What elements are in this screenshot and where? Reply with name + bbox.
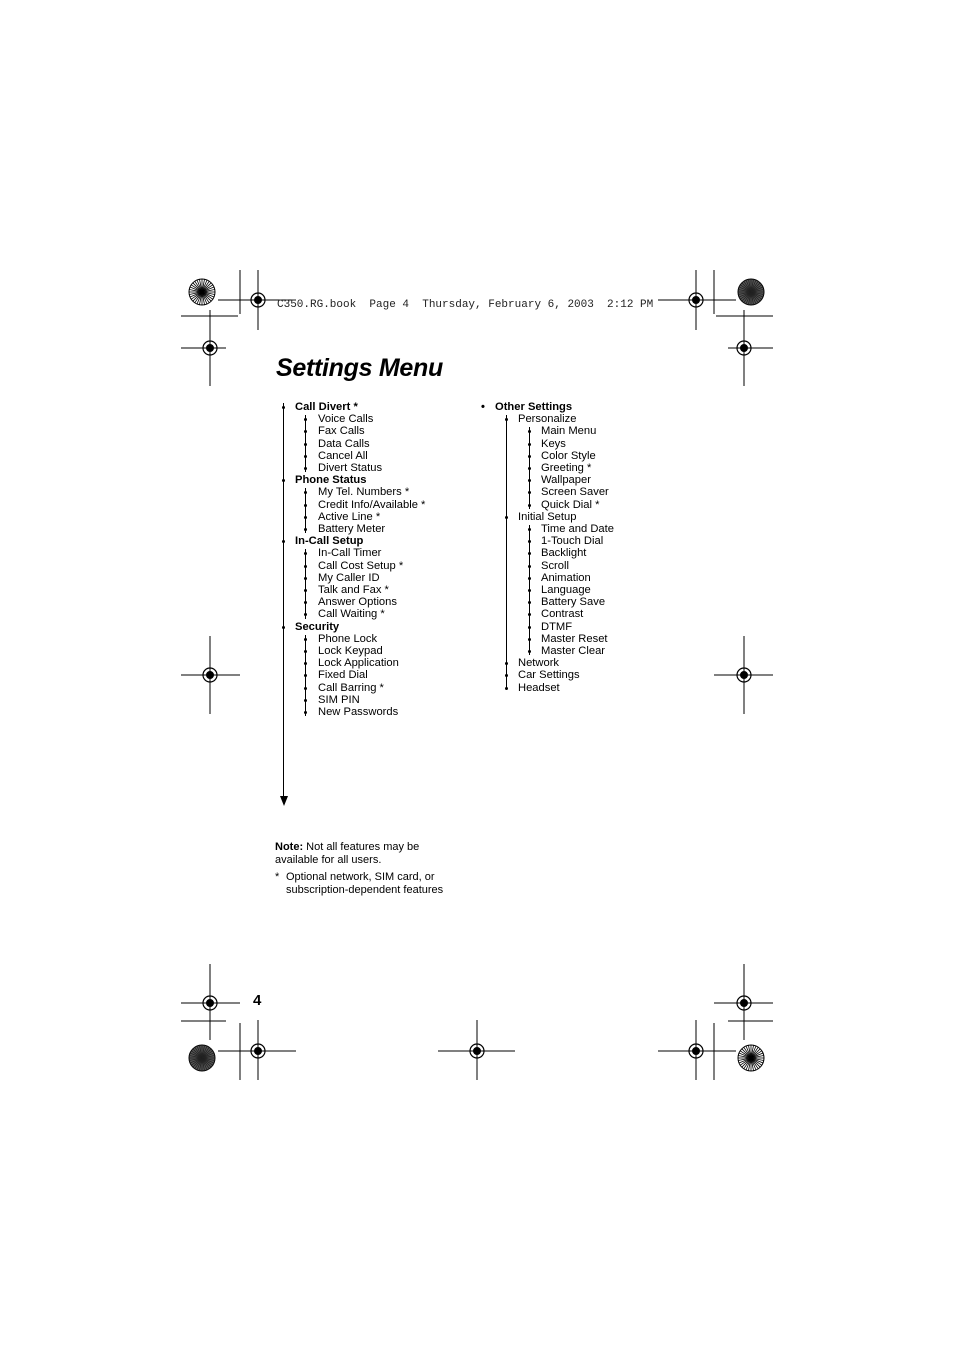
main-tree-line: [283, 403, 284, 796]
tree-connector-line: [529, 525, 530, 655]
menu-item: Master Reset: [541, 632, 608, 645]
menu-item: Language: [541, 584, 591, 596]
color-calibration-dial-icon: [189, 1045, 215, 1071]
menu-subgroup-label: Initial Setup: [518, 510, 577, 523]
menu-item: DTMF: [541, 620, 573, 633]
menu-item: Main Menu: [541, 425, 597, 438]
book-header: C350.RG.book Page 4 Thursday, February 6, 2003 2:12 PM: [277, 299, 654, 311]
menu-item: Call Waiting *: [318, 608, 385, 621]
menu-item: Color Style: [541, 449, 596, 462]
page-number: 4: [253, 992, 262, 1009]
registration-dot-icon: [255, 297, 262, 304]
menu-subgroup-label: Car Settings: [518, 669, 580, 682]
color-calibration-dial-icon: [189, 279, 215, 305]
menu-item: Contrast: [541, 608, 584, 621]
menu-item: Wallpaper: [541, 474, 591, 487]
menu-item: Master Clear: [541, 645, 606, 657]
menu-item: My Caller ID: [318, 571, 380, 584]
registration-dot-icon: [693, 297, 700, 304]
menu-item: Keys: [541, 437, 566, 450]
menu-group-label: In-Call Setup: [295, 535, 364, 548]
menu-group-label: Other Settings: [495, 401, 573, 413]
menu-group-label: Call Divert *: [295, 401, 358, 413]
menu-item: Screen Saver: [541, 486, 609, 499]
registration-dot-icon: [255, 1048, 262, 1055]
menu-item: SIM PIN: [318, 693, 360, 706]
menu-item: Scroll: [541, 559, 569, 572]
tree-connector-line: [506, 415, 507, 688]
tree-connector-line: [305, 488, 306, 533]
menu-group-label: Security: [295, 620, 340, 633]
menu-item: 1-Touch Dial: [541, 535, 604, 548]
menu-item: Voice Calls: [318, 413, 374, 426]
color-calibration-dial-icon: [738, 279, 764, 305]
menu-item: Credit Info/Available *: [318, 498, 426, 511]
page-title: Settings Menu: [276, 354, 443, 382]
menu-item: Backlight: [541, 547, 587, 560]
menu-item: Active Line *: [318, 510, 381, 523]
color-calibration-dial-icon: [738, 1045, 764, 1071]
footnote-text: Optional network, SIM card, or subscription-dependent features: [286, 871, 444, 896]
menu-item: Answer Options: [318, 596, 397, 609]
menu-item: Quick Dial *: [541, 498, 600, 511]
note-text: Not all features may be available for all users.: [275, 841, 420, 866]
menu-item: My Tel. Numbers *: [318, 486, 410, 499]
menu-subgroup-label: Headset: [518, 681, 560, 694]
tree-connector-line: [529, 427, 530, 508]
menu-item: Talk and Fax *: [318, 584, 389, 596]
menu-item: Call Barring *: [318, 681, 384, 694]
other-settings-bullet: •: [481, 401, 485, 413]
menu-item: Time and Date: [541, 523, 614, 535]
menu-item: Call Cost Setup *: [318, 559, 404, 572]
registration-dot-icon: [207, 672, 214, 679]
menu-item: New Passwords: [318, 706, 399, 718]
note-paragraph: [275, 841, 465, 866]
menu-item: Fixed Dial: [318, 669, 368, 682]
menu-item: Greeting *: [541, 462, 592, 474]
menu-item: Data Calls: [318, 437, 370, 450]
registration-dot-icon: [474, 1048, 481, 1055]
menu-item: Divert Status: [318, 462, 383, 474]
menu-subgroup-label: Network: [518, 657, 560, 670]
menu-group-label: Phone Status: [295, 474, 367, 487]
menu-subgroup-label: Personalize: [518, 413, 577, 426]
tree-connector-line: [305, 635, 306, 716]
menu-item: Animation: [541, 571, 591, 584]
registration-dot-icon: [741, 672, 748, 679]
menu-item: Battery Meter: [318, 523, 386, 535]
registration-dot-icon: [207, 1000, 214, 1007]
menu-item: Cancel All: [318, 449, 368, 462]
menu-item: Phone Lock: [318, 632, 378, 645]
menu-item: Fax Calls: [318, 425, 365, 438]
menu-item: Lock Keypad: [318, 645, 383, 657]
registration-dot-icon: [741, 345, 748, 352]
registration-dot-icon: [207, 345, 214, 352]
footnote-marker: *: [275, 871, 280, 883]
registration-dot-icon: [741, 1000, 748, 1007]
menu-item: Battery Save: [541, 596, 606, 609]
menu-item: Lock Application: [318, 657, 399, 670]
menu-item: In-Call Timer: [318, 547, 382, 560]
registration-dot-icon: [693, 1048, 700, 1055]
tree-connector-line: [305, 415, 306, 472]
down-arrow-icon: [280, 796, 288, 806]
note-label: Note:: [275, 841, 304, 853]
tree-connector-line: [305, 549, 306, 618]
